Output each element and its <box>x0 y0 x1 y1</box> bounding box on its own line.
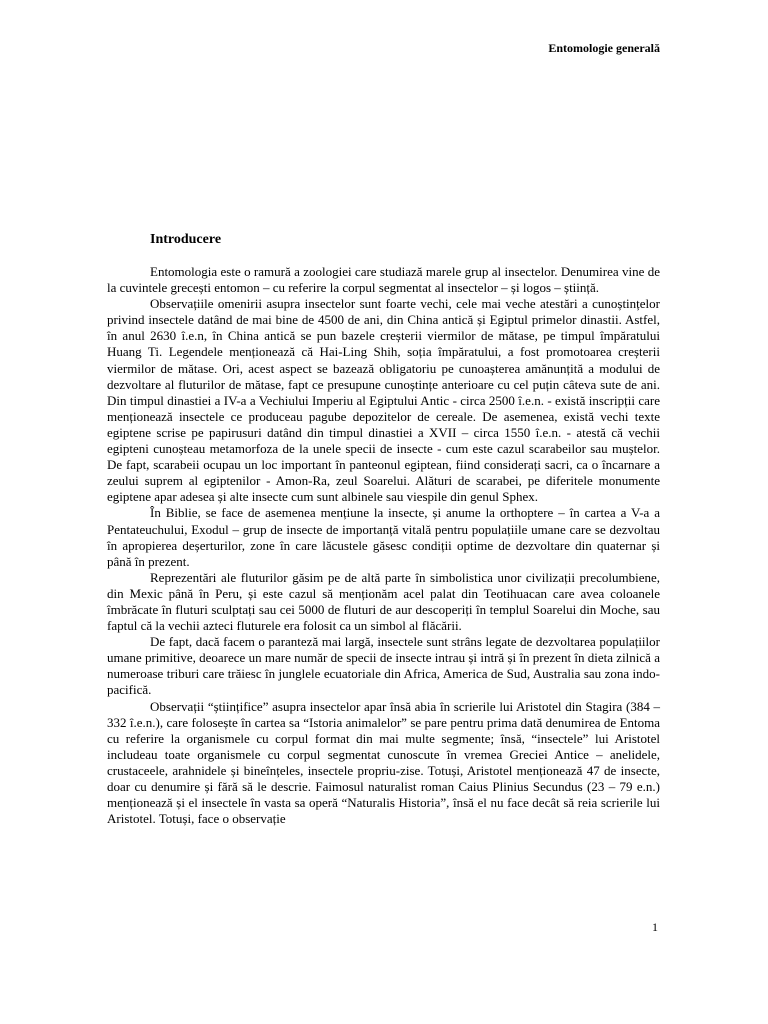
paragraph: De fapt, dacă facem o paranteză mai largă, insectele sunt strâns legate de dezvoltarea populațiilor umane primitive, deoarece un mare număr de specii de insecte intrau și intră și în prezent în dieta zilnică a numeroase triburi care trăiesc în junglele ecuatoriale din Africa, America de Sud, Australia sau zona indo-pacifică. <box>107 634 660 698</box>
paragraph: Observații “științifice” asupra insectelor apar însă abia în scrierile lui Aristotel din Stagira (384 – 332 î.e.n.), care folosește în cartea sa “Istoria animalelor” se pare pentru prima dată denumirea de Entoma cu referire la organismele cu corpul format din mai multe segmente; însă, “insectele” lui Aristotel includeau toate organismele cu corpul segmentat cunoscute în vremea Greciei Antice – anelidele, crustaceele, arahnidele și bineînțeles, insectele propriu-zise. Totuși, Aristotel menționează 47 de insecte, doar cu denumire și fără să le descrie. Faimosul naturalist roman Caius Plinius Secundus (23 – 79 e.n.) menționează și el insectele în vasta sa operă “Naturalis Historia”, însă el nu face decât să reia scrierile lui Aristotel. Totuși, face o observație <box>107 698 660 827</box>
paragraph: Entomologia este o ramură a zoologiei care studiază marele grup al insectelor. Denumirea vine de la cuvintele grecești entomon – cu referire la corpul segmentat al insectelor – și logos – știință. <box>107 264 660 296</box>
paragraph: Reprezentări ale fluturilor găsim pe de altă parte în simbolistica unor civilizații precolumbiene, din Mexic până în Peru, și este cazul să menționăm acel palat din Teotihuacan care avea coloanele îmbrăcate în fluturi sculptați sau cei 5000 de fluturi de aur descoperiți în templul Soarelui din Moche, sau faptul că la vechii azteci fluturele era folosit ca un simbol al flăcării. <box>107 569 660 634</box>
running-header: Entomologie generală <box>548 41 660 55</box>
section-title: Introducere <box>150 232 222 247</box>
paragraph: În Biblie, se face de asemenea mențiune la insecte, și anume la orthoptere – în cartea a V-a a Pentateuchului, Exodul – grup de insecte de importanță vitală pentru populațiile umane care se dezvoltau în apropierea deșerturilor, zone în care lăcustele găsesc condiții optime de dezvoltare din quaternar și până în prezent. <box>107 505 660 569</box>
page-number: 1 <box>652 920 658 934</box>
body-text <box>107 264 660 827</box>
paragraph: Observațiile omenirii asupra insectelor sunt foarte vechi, cele mai veche atestări a cunoștințelor privind insectele datând de mai bine de 4500 de ani, din China antică și Egiptul primelor dinastii. Astfel, în anul 2630 î.e.n, în China antică se pun bazele creșterii viermilor de mătase, pe timpul împăratului Huang Ti. Legendele menționează că Hai-Ling Shih, soția împăratului, a fost promotoarea creșterii viermilor de mătase. Ori, acest aspect se bazează obligatoriu pe cunoașterea amănunțită a modului de dezvoltare al fluturilor de mătase, fapt ce presupune cunoștințe anterioare cu cel puțin câteva sute de ani. Din timpul dinastiei a IV-a a Vechiului Imperiu al Egiptului Antic - circa 2500 î.e.n. - există inscripții care menționează insectele ce produceau pagube depozitelor de cereale. De asemenea, există vechi texte egiptene scrise pe papirusuri datând din timpul dinastiei a XVII – circa 1550 î.e.n. - atestă că vechii egipteni cunoșteau metamorfoza de la unele specii de insecte - cum este cazul scarabeilor sau muștelor. De fapt, scarabeii ocupau un loc important în panteonul egiptean, fiind considerați sacri, ca o încarnare a zeului suprem al egiptenilor - Amon-Ra, zeul Soarelui. Alături de scarabei, pe diferitele monumente egiptene apar adesea și alte insecte cum sunt albinele sau viespile din genul Sphex. <box>107 296 660 505</box>
